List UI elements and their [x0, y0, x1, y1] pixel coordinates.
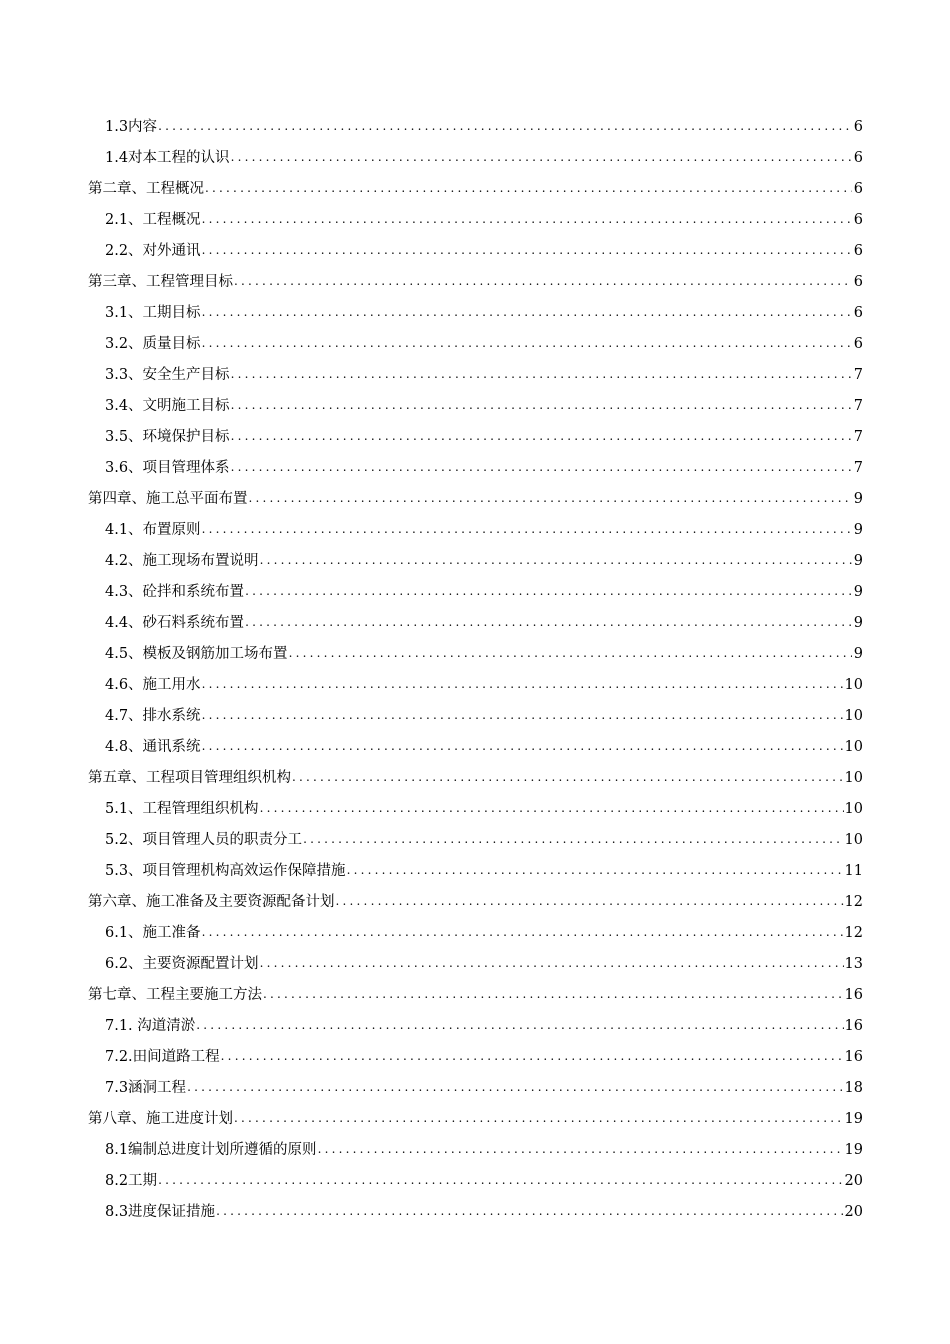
toc-dot-leader — [202, 328, 852, 359]
toc-dot-leader — [158, 111, 852, 142]
toc-dot-leader — [303, 824, 843, 855]
toc-section-entry[interactable] — [88, 453, 863, 484]
toc-section-entry[interactable] — [88, 1073, 863, 1104]
toc-chapter-entry[interactable] — [88, 1104, 863, 1135]
toc-section-entry[interactable] — [88, 825, 863, 856]
toc-page-number: 9 — [853, 646, 863, 662]
toc-dot-leader — [202, 700, 844, 731]
toc-dot-leader — [347, 855, 844, 886]
toc-page-number: 9 — [853, 584, 863, 600]
toc-entry-label: 5.2、项目管理人员的职责分工 — [105, 832, 303, 848]
toc-page-number: 13 — [844, 956, 863, 972]
toc-section-entry[interactable] — [88, 794, 863, 825]
toc-section-entry[interactable] — [88, 391, 863, 422]
toc-section-entry[interactable] — [88, 732, 863, 763]
toc-entry-label: 4.1、布置原则 — [105, 522, 201, 538]
toc-entry-label: 4.6、施工用水 — [105, 677, 201, 693]
toc-dot-leader — [205, 173, 852, 204]
toc-dot-leader — [245, 607, 852, 638]
toc-page-number: 12 — [844, 925, 863, 941]
toc-dot-leader — [234, 266, 852, 297]
toc-dot-leader — [231, 452, 852, 483]
toc-dot-leader — [289, 638, 852, 669]
toc-page-number: 6 — [853, 243, 863, 259]
toc-entry-label: 第七章、工程主要施工方法 — [88, 987, 262, 1003]
toc-section-entry[interactable] — [88, 329, 863, 360]
toc-page-number: 20 — [844, 1204, 863, 1220]
toc-entry-label: 3.1、工期目标 — [105, 305, 201, 321]
toc-entry-label: 8.3进度保证措施 — [105, 1204, 216, 1220]
toc-page-number: 10 — [844, 832, 863, 848]
toc-dot-leader — [196, 1010, 843, 1041]
toc-page-number: 16 — [844, 987, 863, 1003]
toc-entry-label: 3.6、项目管理体系 — [105, 460, 230, 476]
toc-page-number: 12 — [844, 894, 863, 910]
toc-entry-label: 第六章、施工准备及主要资源配备计划 — [88, 894, 335, 910]
toc-entry-label: 5.3、项目管理机构高效运作保障措施 — [105, 863, 346, 879]
toc-page-number: 6 — [853, 336, 863, 352]
toc-entry-label: 4.7、排水系统 — [105, 708, 201, 724]
toc-section-entry[interactable] — [88, 918, 863, 949]
toc-page-number: 19 — [844, 1142, 863, 1158]
toc-dot-leader — [231, 142, 852, 173]
toc-entry-label: 5.1、工程管理组织机构 — [105, 801, 259, 817]
toc-section-entry[interactable] — [88, 670, 863, 701]
toc-section-entry[interactable] — [88, 639, 863, 670]
toc-section-entry[interactable] — [88, 298, 863, 329]
toc-entry-label: 8.2工期 — [105, 1173, 158, 1189]
toc-entry-label: 1.3内容 — [105, 119, 158, 135]
toc-dot-leader — [260, 948, 844, 979]
toc-section-entry[interactable] — [88, 422, 863, 453]
toc-dot-leader — [318, 1134, 844, 1165]
toc-entry-label: 3.3、安全生产目标 — [105, 367, 230, 383]
toc-entry-label: 7.1. 沟道清淤 — [105, 1018, 196, 1034]
toc-section-entry[interactable] — [88, 1135, 863, 1166]
toc-section-entry[interactable] — [88, 1011, 863, 1042]
toc-page-number: 10 — [844, 739, 863, 755]
toc-section-entry[interactable] — [88, 577, 863, 608]
toc-entry-label: 2.2、对外通讯 — [105, 243, 201, 259]
toc-page-number: 9 — [853, 522, 863, 538]
toc-page-number: 10 — [844, 677, 863, 693]
toc-section-entry[interactable] — [88, 1197, 863, 1228]
toc-page-number: 19 — [844, 1111, 863, 1127]
toc-entry-label: 4.3、砼拌和系统布置 — [105, 584, 245, 600]
toc-page-number: 20 — [844, 1173, 863, 1189]
toc-chapter-entry[interactable] — [88, 763, 863, 794]
toc-page-number: 6 — [853, 305, 863, 321]
toc-section-entry[interactable] — [88, 1042, 863, 1073]
toc-chapter-entry[interactable] — [88, 980, 863, 1011]
toc-page-number: 7 — [853, 429, 863, 445]
toc-section-entry[interactable] — [88, 515, 863, 546]
toc-entry-label: 4.4、砂石料系统布置 — [105, 615, 245, 631]
toc-chapter-entry[interactable] — [88, 267, 863, 298]
toc-dot-leader — [263, 979, 844, 1010]
toc-entry-label: 2.1、工程概况 — [105, 212, 201, 228]
toc-entry-label: 第二章、工程概况 — [88, 181, 204, 197]
toc-entry-label: 4.5、模板及钢筋加工场布置 — [105, 646, 288, 662]
toc-chapter-entry[interactable] — [88, 174, 863, 205]
toc-section-entry[interactable] — [88, 608, 863, 639]
toc-page-number: 10 — [844, 708, 863, 724]
toc-dot-leader — [202, 297, 852, 328]
toc-dot-leader — [260, 545, 852, 576]
toc-entry-label: 4.8、通讯系统 — [105, 739, 201, 755]
toc-page-number: 10 — [844, 801, 863, 817]
toc-section-entry[interactable] — [88, 360, 863, 391]
toc-page-number: 10 — [844, 770, 863, 786]
toc-dot-leader — [231, 359, 852, 390]
toc-entry-label: 4.2、施工现场布置说明 — [105, 553, 259, 569]
toc-page-number: 6 — [853, 274, 863, 290]
toc-dot-leader — [260, 793, 844, 824]
toc-entry-label: 3.5、环境保护目标 — [105, 429, 230, 445]
toc-page-number: 18 — [844, 1080, 863, 1096]
toc-entry-label: 第五章、工程项目管理组织机构 — [88, 770, 291, 786]
toc-page-number: 7 — [853, 460, 863, 476]
toc-dot-leader — [202, 514, 852, 545]
toc-dot-leader — [202, 669, 844, 700]
toc-dot-leader — [336, 886, 844, 917]
toc-dot-leader — [234, 1103, 844, 1134]
toc-section-entry[interactable] — [88, 236, 863, 267]
toc-page-number: 7 — [853, 367, 863, 383]
toc-page-number: 11 — [844, 863, 863, 879]
toc-entry-label: 6.2、主要资源配置计划 — [105, 956, 259, 972]
toc-entry-label: 3.4、文明施工目标 — [105, 398, 230, 414]
toc-chapter-entry[interactable] — [88, 887, 863, 918]
toc-dot-leader — [249, 483, 853, 514]
toc-chapter-entry[interactable] — [88, 484, 863, 515]
toc-dot-leader — [202, 204, 852, 235]
toc-dot-leader — [202, 235, 852, 266]
toc-dot-leader — [231, 421, 852, 452]
toc-page-number: 6 — [853, 150, 863, 166]
toc-entry-label: 1.4对本工程的认识 — [105, 150, 230, 166]
toc-section-entry[interactable] — [88, 701, 863, 732]
toc-page-number: 9 — [853, 553, 863, 569]
toc-page-number: 6 — [853, 212, 863, 228]
toc-page-number: 9 — [853, 615, 863, 631]
toc-dot-leader — [202, 917, 844, 948]
toc-entry-label: 7.2.田间道路工程 — [105, 1049, 220, 1065]
toc-dot-leader — [187, 1072, 843, 1103]
toc-page-number: 7 — [853, 398, 863, 414]
table-of-contents — [88, 112, 863, 1228]
toc-dot-leader — [158, 1165, 843, 1196]
toc-section-entry[interactable] — [88, 1166, 863, 1197]
toc-section-entry[interactable] — [88, 949, 863, 980]
toc-section-entry[interactable] — [88, 856, 863, 887]
toc-dot-leader — [202, 731, 844, 762]
toc-section-entry[interactable] — [88, 112, 863, 143]
toc-page-number: 6 — [853, 119, 863, 135]
toc-entry-label: 第四章、施工总平面布置 — [88, 491, 248, 507]
toc-dot-leader — [216, 1196, 843, 1227]
toc-entry-label: 3.2、质量目标 — [105, 336, 201, 352]
toc-entry-label: 6.1、施工准备 — [105, 925, 201, 941]
toc-entry-label: 7.3涵洞工程 — [105, 1080, 187, 1096]
toc-page-number: 6 — [853, 181, 863, 197]
toc-section-entry[interactable] — [88, 205, 863, 236]
toc-section-entry[interactable] — [88, 143, 863, 174]
toc-page-number: 9 — [853, 491, 863, 507]
toc-section-entry[interactable] — [88, 546, 863, 577]
toc-dot-leader — [221, 1041, 844, 1072]
toc-entry-label: 第三章、工程管理目标 — [88, 274, 233, 290]
toc-entry-label: 8.1编制总进度计划所遵循的原则 — [105, 1142, 317, 1158]
toc-entry-label: 第八章、施工进度计划 — [88, 1111, 233, 1127]
toc-dot-leader — [245, 576, 852, 607]
toc-dot-leader — [231, 390, 852, 421]
toc-page-number: 16 — [844, 1018, 863, 1034]
toc-dot-leader — [292, 762, 844, 793]
toc-page-number: 16 — [844, 1049, 863, 1065]
